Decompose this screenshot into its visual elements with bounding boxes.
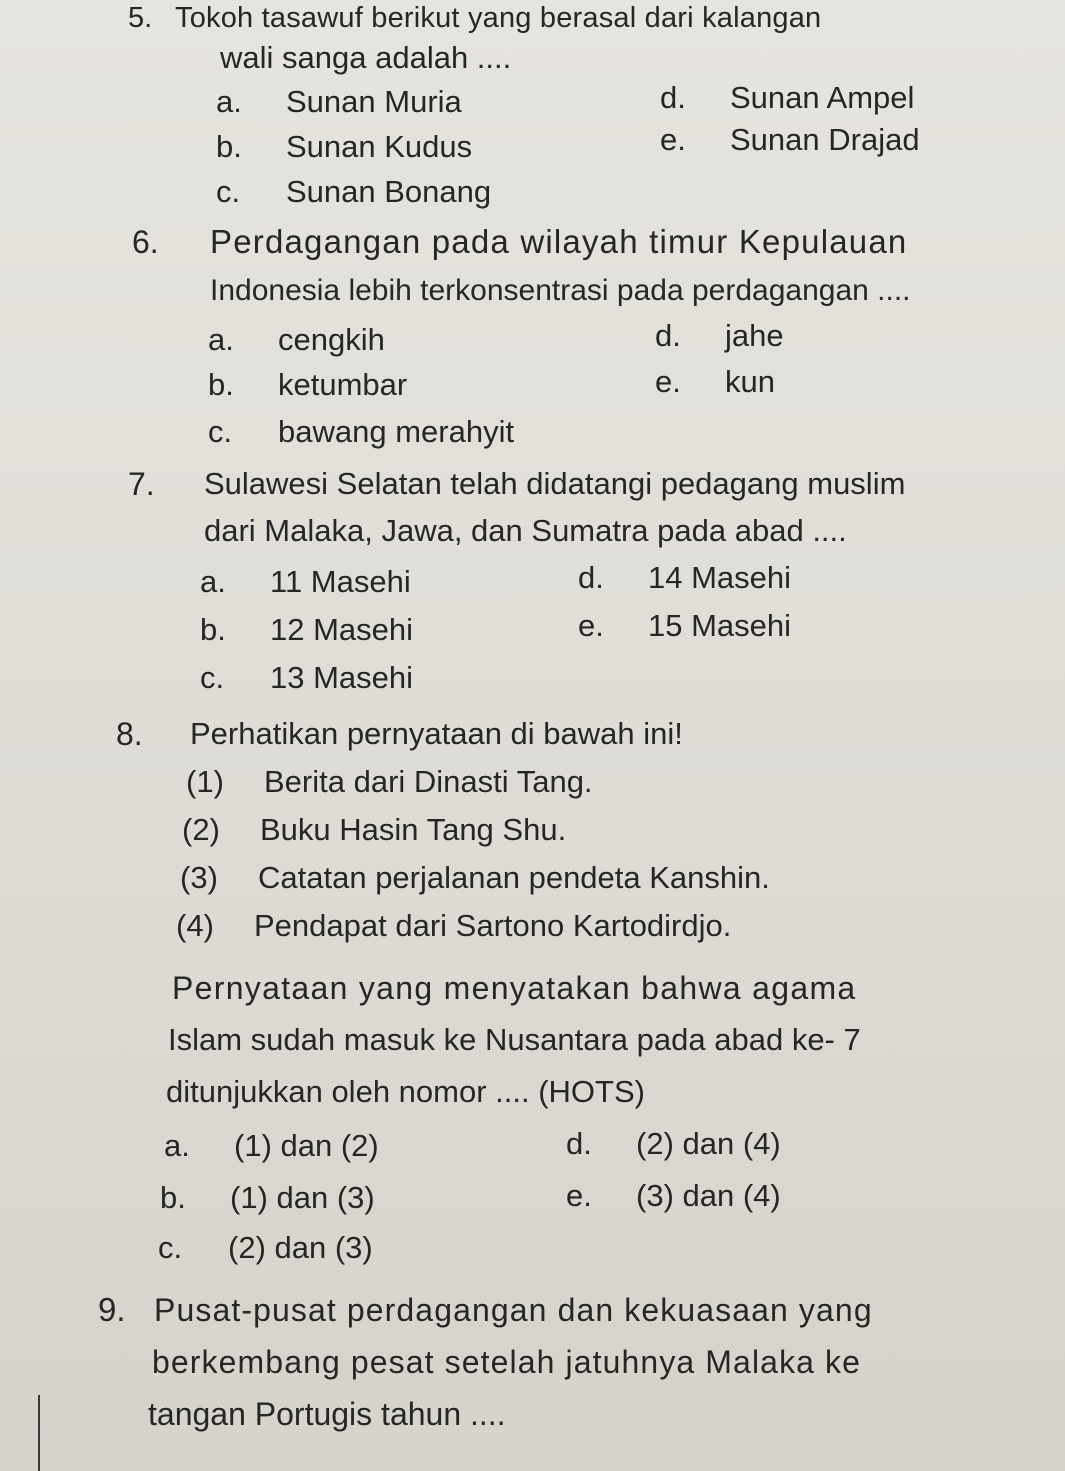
option-c bbox=[216, 174, 491, 210]
option-text: Sunan Kudus bbox=[286, 129, 473, 164]
page-edge-line bbox=[38, 1395, 40, 1471]
option-text: Sunan Bonang bbox=[286, 174, 492, 209]
question-prompt: ditunjukkan oleh nomor .... (HOTS) bbox=[166, 1074, 645, 1109]
statement-text: Berita dari Dinasti Tang. bbox=[264, 764, 593, 799]
option-a bbox=[208, 322, 385, 358]
option-text: (1) dan (3) bbox=[230, 1180, 375, 1215]
option-text: (2) dan (4) bbox=[636, 1126, 781, 1161]
option-text: jahe bbox=[725, 318, 784, 353]
option-e bbox=[578, 608, 791, 644]
question-prompt: Islam sudah masuk ke Nusantara pada abad ke- 7 bbox=[168, 1022, 861, 1057]
option-letter: a. bbox=[164, 1128, 190, 1163]
option-letter: c. bbox=[208, 414, 233, 449]
option-a bbox=[216, 84, 462, 120]
option-letter: a. bbox=[200, 564, 226, 599]
option-letter: d. bbox=[578, 560, 604, 595]
option-text: 13 Masehi bbox=[270, 660, 414, 695]
question-number: 7. bbox=[128, 466, 155, 502]
option-e bbox=[566, 1178, 781, 1214]
question-number: 5. bbox=[128, 2, 153, 34]
statement-number: (3) bbox=[180, 860, 218, 895]
option-text: 12 Masehi bbox=[270, 612, 414, 647]
option-letter: b. bbox=[216, 129, 242, 164]
question-text: Perdagangan pada wilayah timur Kepulauan bbox=[210, 223, 908, 260]
statement-1 bbox=[186, 764, 593, 800]
statement-number: (2) bbox=[182, 812, 220, 847]
option-c bbox=[158, 1230, 373, 1266]
question-text: Indonesia lebih terkonsentrasi pada perdagangan .... bbox=[210, 274, 911, 307]
option-c bbox=[200, 660, 413, 696]
option-letter: e. bbox=[566, 1178, 592, 1213]
option-c bbox=[208, 414, 514, 450]
question-text: tangan Portugis tahun .... bbox=[148, 1396, 506, 1432]
option-letter: e. bbox=[660, 122, 686, 157]
option-d bbox=[578, 560, 791, 596]
option-text: (2) dan (3) bbox=[228, 1230, 373, 1265]
option-letter: b. bbox=[200, 612, 226, 647]
option-b bbox=[216, 129, 472, 165]
question-text: berkembang pesat setelah jatuhnya Malaka ke bbox=[152, 1344, 862, 1380]
option-e bbox=[655, 364, 775, 400]
option-letter: e. bbox=[655, 364, 681, 399]
option-text: (1) dan (2) bbox=[234, 1128, 379, 1163]
option-a bbox=[200, 564, 411, 600]
question-text: Perhatikan pernyataan di bawah ini! bbox=[190, 716, 683, 751]
statement-2 bbox=[182, 812, 566, 848]
option-letter: e. bbox=[578, 608, 604, 643]
option-text: (3) dan (4) bbox=[636, 1178, 781, 1213]
option-letter: d. bbox=[660, 80, 686, 115]
option-text: kun bbox=[725, 364, 775, 399]
statement-number: (4) bbox=[176, 908, 214, 943]
option-text: ketumbar bbox=[278, 367, 408, 402]
option-b bbox=[160, 1180, 375, 1216]
option-letter: d. bbox=[655, 318, 681, 353]
option-b bbox=[200, 612, 413, 648]
statement-text: Buku Hasin Tang Shu. bbox=[260, 812, 567, 847]
option-d bbox=[655, 318, 784, 354]
question-prompt: Pernyataan yang menyatakan bahwa agama bbox=[172, 970, 857, 1006]
question-number: 9. bbox=[98, 1291, 126, 1328]
option-text: Sunan Ampel bbox=[730, 80, 915, 115]
option-text: 15 Masehi bbox=[648, 608, 792, 643]
statement-number: (1) bbox=[186, 764, 224, 799]
option-d bbox=[566, 1126, 781, 1162]
question-text: wali sanga adalah .... bbox=[220, 40, 512, 75]
option-text: Sunan Drajad bbox=[730, 122, 920, 157]
question-number: 8. bbox=[116, 716, 143, 752]
option-letter: b. bbox=[208, 367, 234, 402]
question-text: Tokoh tasawuf berikut yang berasal dari kalangan bbox=[175, 2, 822, 34]
statement-3 bbox=[180, 860, 770, 896]
question-text: Pusat-pusat perdagangan dan kekuasaan yang bbox=[154, 1292, 873, 1328]
option-letter: c. bbox=[200, 660, 225, 695]
option-d bbox=[660, 80, 914, 116]
option-text: cengkih bbox=[278, 322, 385, 357]
statement-4 bbox=[176, 908, 731, 944]
statement-text: Pendapat dari Sartono Kartodirdjo. bbox=[254, 908, 732, 943]
option-b bbox=[208, 367, 407, 403]
statement-text: Catatan perjalanan pendeta Kanshin. bbox=[258, 860, 770, 895]
option-letter: d. bbox=[566, 1126, 592, 1161]
option-letter: a. bbox=[208, 322, 234, 357]
option-letter: a. bbox=[216, 84, 242, 119]
option-letter: c. bbox=[216, 174, 241, 209]
option-letter: c. bbox=[158, 1230, 183, 1265]
option-text: bawang merahyit bbox=[278, 414, 515, 449]
option-text: Sunan Muria bbox=[286, 84, 462, 119]
option-a bbox=[164, 1128, 379, 1164]
option-e bbox=[660, 122, 920, 158]
question-number: 6. bbox=[132, 224, 159, 260]
question-text: Sulawesi Selatan telah didatangi pedagang muslim bbox=[204, 466, 906, 501]
option-letter: b. bbox=[160, 1180, 186, 1215]
option-text: 14 Masehi bbox=[648, 560, 792, 595]
question-text: dari Malaka, Jawa, dan Sumatra pada abad .... bbox=[204, 513, 847, 548]
option-text: 11 Masehi bbox=[270, 564, 411, 599]
